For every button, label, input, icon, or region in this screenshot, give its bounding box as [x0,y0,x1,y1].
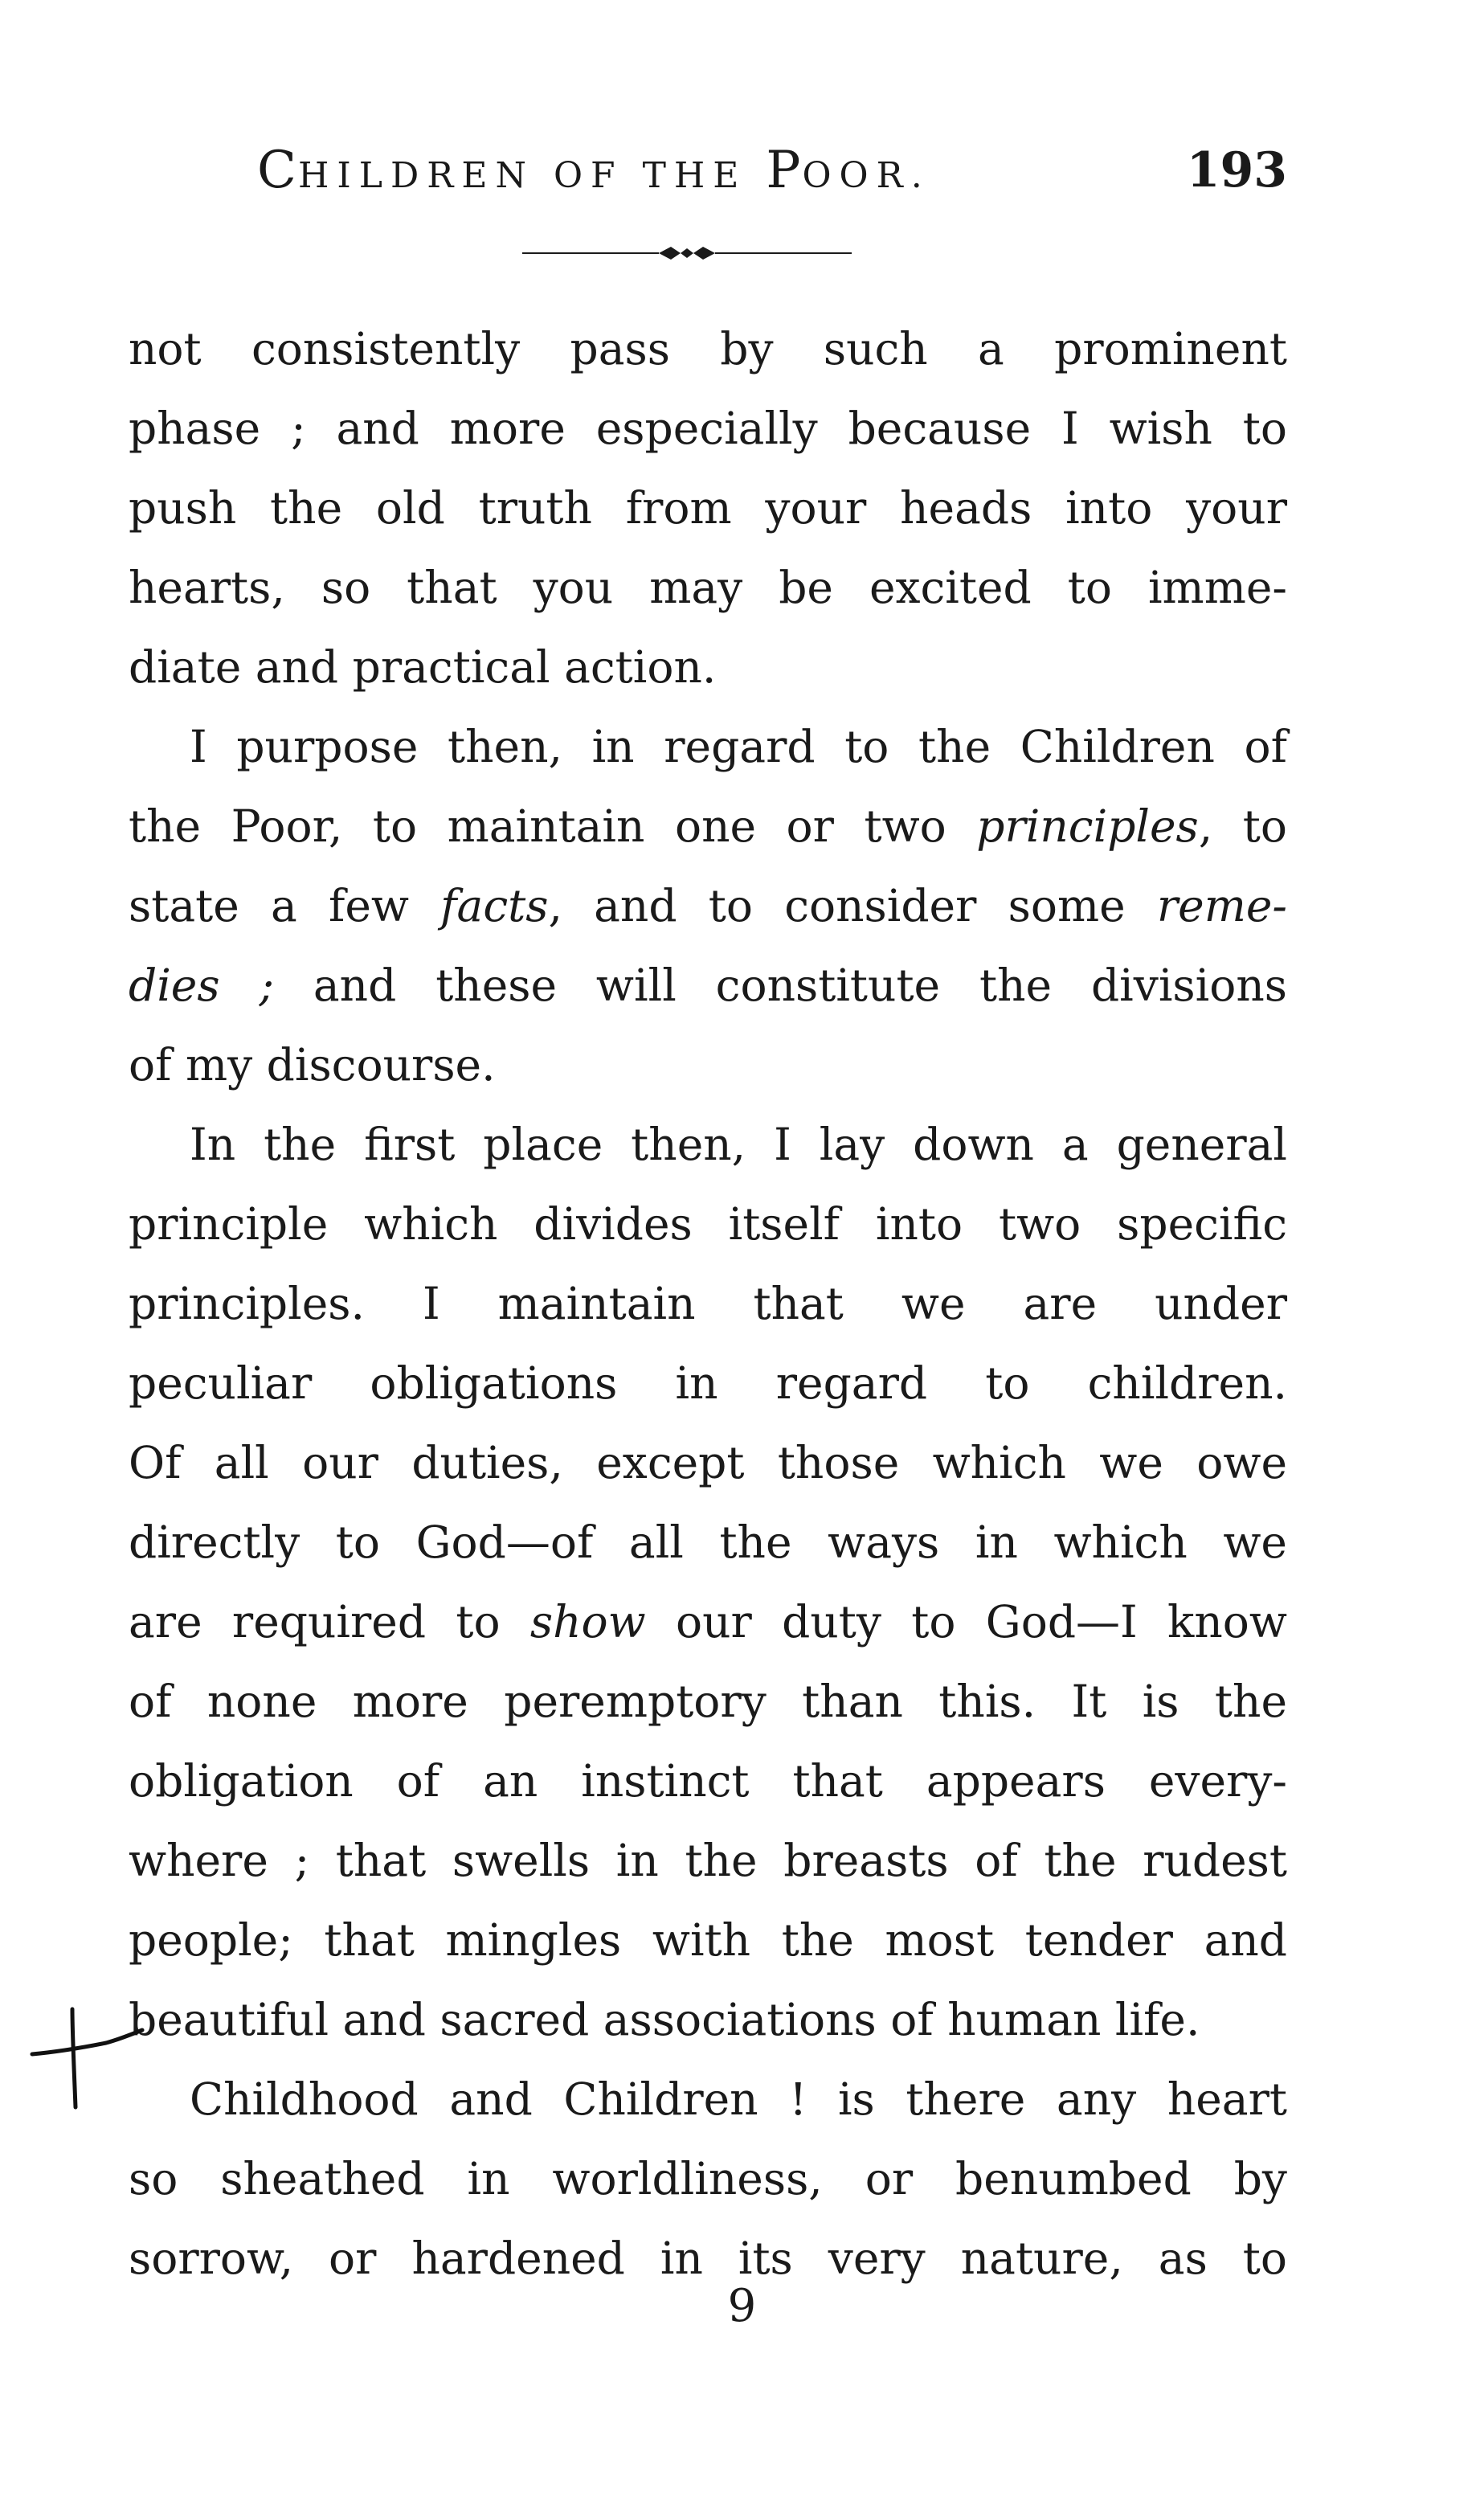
text-line [129,469,1287,548]
running-title-part: P [766,141,803,200]
running-title-part: C [257,141,298,200]
italic-text: show [529,1596,646,1648]
text-line [129,1344,1287,1423]
text-segment: phase ; and more especially because I wish to [129,403,1287,454]
text-line [129,389,1287,469]
text-segment: people; that mingles with the most tender and [129,1914,1287,1966]
text-segment: diate and practical action. [129,641,717,693]
text-line [129,1423,1287,1503]
text-segment: push the old truth from your heads into your [129,482,1287,534]
italic-text: dies ; [129,960,274,1011]
text-segment: and these will constitute the divisions [274,960,1287,1011]
italic-text: reme- [1156,880,1287,931]
text-segment: In the first place then, I lay down a general [190,1119,1287,1170]
page-number: 193 [1186,142,1287,199]
text-segment: Of all our duties, except those which we owe [129,1437,1287,1488]
text-line [129,1025,1287,1105]
text-line [129,2139,1287,2219]
italic-text: principles [976,800,1199,852]
text-segment: sorrow, or hardened in its very nature, as to [129,2233,1287,2284]
text-line [129,1662,1287,1742]
text-line [129,707,1287,787]
running-title-part: OF [553,155,623,196]
text-line [129,548,1287,628]
text-segment: Childhood and Children ! is there any heart [190,2073,1287,2125]
text-line [129,309,1287,389]
body-text [129,309,1287,2298]
text-line [129,1821,1287,1901]
text-segment: principles. I maintain that we are under [129,1278,1287,1329]
text-line [129,1980,1287,2060]
paragraph [129,309,1287,707]
text-line [129,946,1287,1025]
text-segment: I purpose then, in regard to the Children of [190,721,1287,772]
text-segment: of my discourse. [129,1039,496,1091]
signature-mark: 9 [727,2280,757,2332]
text-line [129,1185,1287,1264]
text-segment: not consistently pass by such a prominent [129,323,1287,375]
text-line [129,628,1287,707]
text-segment: principle which divides itself into two specific [129,1198,1287,1250]
text-line [129,1582,1287,1662]
text-segment: our duty to God—I know [645,1596,1288,1648]
running-title-part [746,155,766,196]
text-line [129,866,1287,946]
running-title-part: HILDREN [297,155,534,196]
text-segment: the Poor, to maintain one or two [129,800,977,852]
text-segment: , to [1198,800,1287,852]
page-header [257,138,1287,203]
text-line [129,2060,1287,2139]
text-segment: , and to consider some [548,880,1157,931]
running-title-part: OOR. [802,155,930,196]
text-line [129,787,1287,866]
italic-text: facts [440,880,549,931]
paragraph [129,1105,1287,2060]
running-title-part [534,155,554,196]
running-title-part [623,155,643,196]
paragraph [129,707,1287,1105]
text-line [129,1264,1287,1344]
handwritten-cross-mark [26,2001,146,2114]
text-segment: hearts, so that you may be excited to imme- [129,562,1287,613]
text-line [129,1742,1287,1821]
text-segment: are required to [129,1596,530,1648]
text-segment: state a few [129,880,441,931]
text-line [129,1503,1287,1582]
header-rule-ornament [522,241,852,265]
running-title [257,138,930,208]
text-segment: so sheathed in worldliness, or benumbed by [129,2153,1287,2204]
text-segment: of none more peremptory than this. It is the [129,1676,1287,1727]
running-title-part: THE [642,155,747,196]
text-segment: where ; that swells in the breasts of the rudest [129,1835,1287,1886]
text-segment: peculiar obligations in regard to children. [129,1357,1287,1409]
paragraph [129,2060,1287,2298]
text-line [129,1901,1287,1980]
text-line [129,1105,1287,1185]
text-segment: obligation of an instinct that appears every- [129,1755,1287,1807]
text-segment: beautiful and sacred associations of human life. [129,1994,1200,2045]
text-segment: directly to God—of all the ways in which we [129,1517,1287,1568]
